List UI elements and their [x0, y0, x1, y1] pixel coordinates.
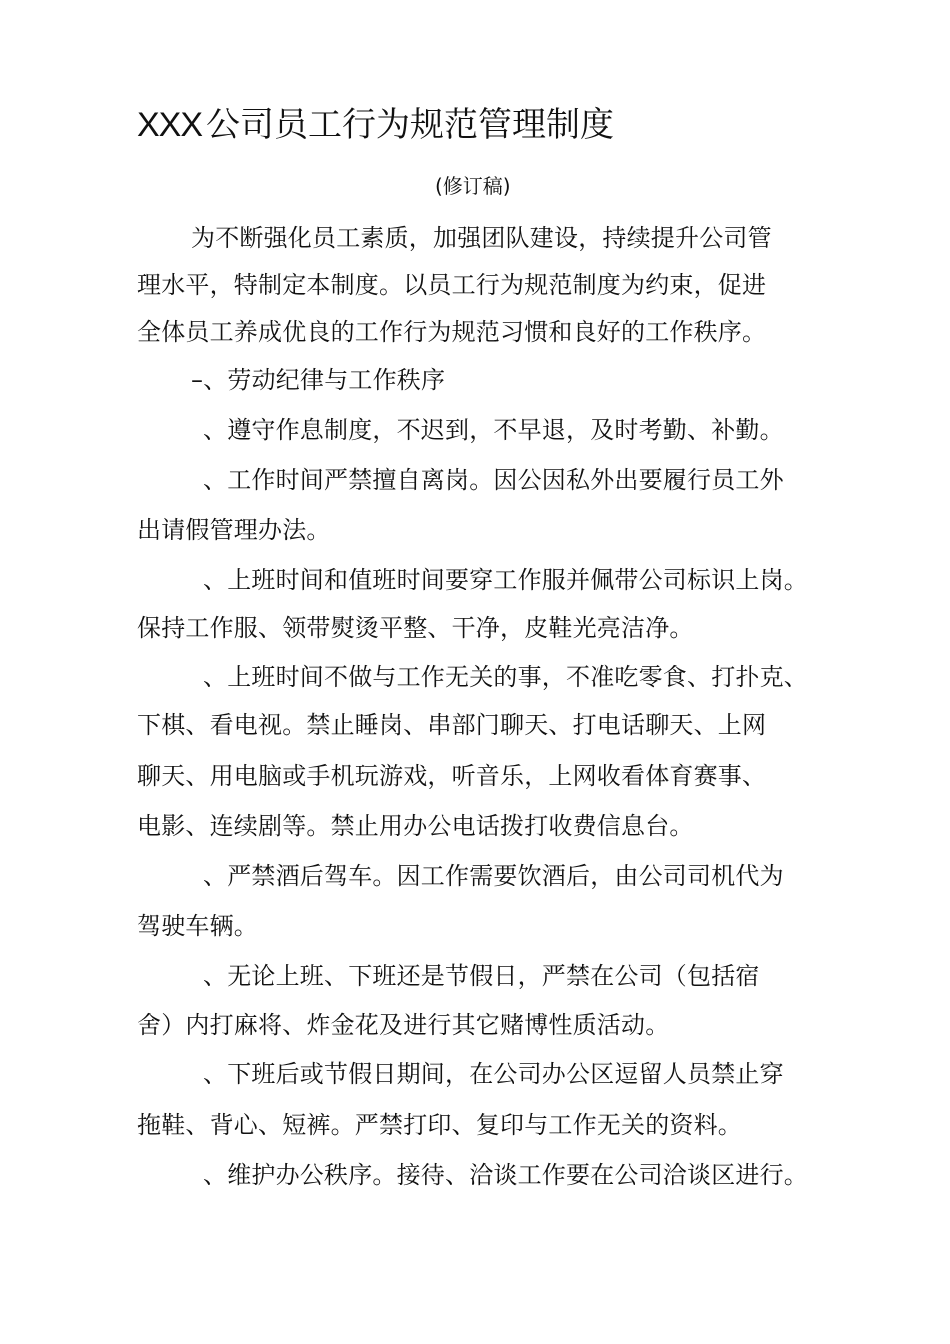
paragraph-line: 驾驶车辆。: [137, 912, 258, 940]
section-heading: –、劳动纪律与工作秩序: [191, 366, 446, 394]
paragraph-line: 、上班时间和值班时间要穿工作服并佩带公司标识上岗。: [203, 566, 808, 594]
paragraph-line: 理水平，特制定本制度。以员工行为规范制度为约束，促进: [137, 271, 767, 299]
paragraph-line: 全体员工养成优良的工作行为规范习惯和良好的工作秩序。: [137, 318, 767, 346]
paragraph-line: 下棋、看电视。禁止睡岗、串部门聊天、打电话聊天、上网: [137, 711, 767, 739]
paragraph-line: 拖鞋、背心、短裤。严禁打印、复印与工作无关的资料。: [137, 1111, 742, 1139]
title-prefix: XXX: [137, 106, 203, 144]
paragraph-line: 、上班时间不做与工作无关的事，不准吃零食、打扑克、: [203, 663, 808, 691]
paragraph-line: 、下班后或节假日期间，在公司办公区逗留人员禁止穿: [203, 1060, 784, 1088]
paragraph-line: 电影、连续剧等。禁止用办公电话拨打收费信息台。: [137, 812, 694, 840]
paragraph-line: 、维护办公秩序。接待、洽谈工作要在公司洽谈区进行。: [203, 1161, 808, 1189]
paragraph-line: 、严禁酒后驾车。因工作需要饮酒后，由公司司机代为: [203, 862, 784, 890]
paragraph-line: 聊天、用电脑或手机玩游戏，听音乐，上网收看体育赛事、: [137, 762, 767, 790]
title-text: 公司员工行为规范管理制度: [206, 105, 615, 145]
document-title: [137, 102, 614, 148]
paragraph-line: 舍）内打麻将、炸金花及进行其它赌博性质活动。: [137, 1011, 670, 1039]
paragraph-line: 为不断强化员工素质，加强团队建设，持续提升公司管: [191, 224, 772, 252]
paragraph-line: 、无论上班、下班还是节假日，严禁在公司（包括宿: [203, 962, 760, 990]
paragraph-line: 、遵守作息制度，不迟到，不早退，及时考勤、补勤。: [203, 416, 784, 444]
paragraph-line: 、工作时间严禁擅自离岗。因公因私外出要履行员工外: [203, 466, 784, 494]
paragraph-line: 出请假管理办法。: [137, 516, 331, 544]
paragraph-line: 保持工作服、领带熨烫平整、干净，皮鞋光亮洁净。: [137, 614, 694, 642]
document-subtitle: (修订稿): [435, 174, 511, 198]
